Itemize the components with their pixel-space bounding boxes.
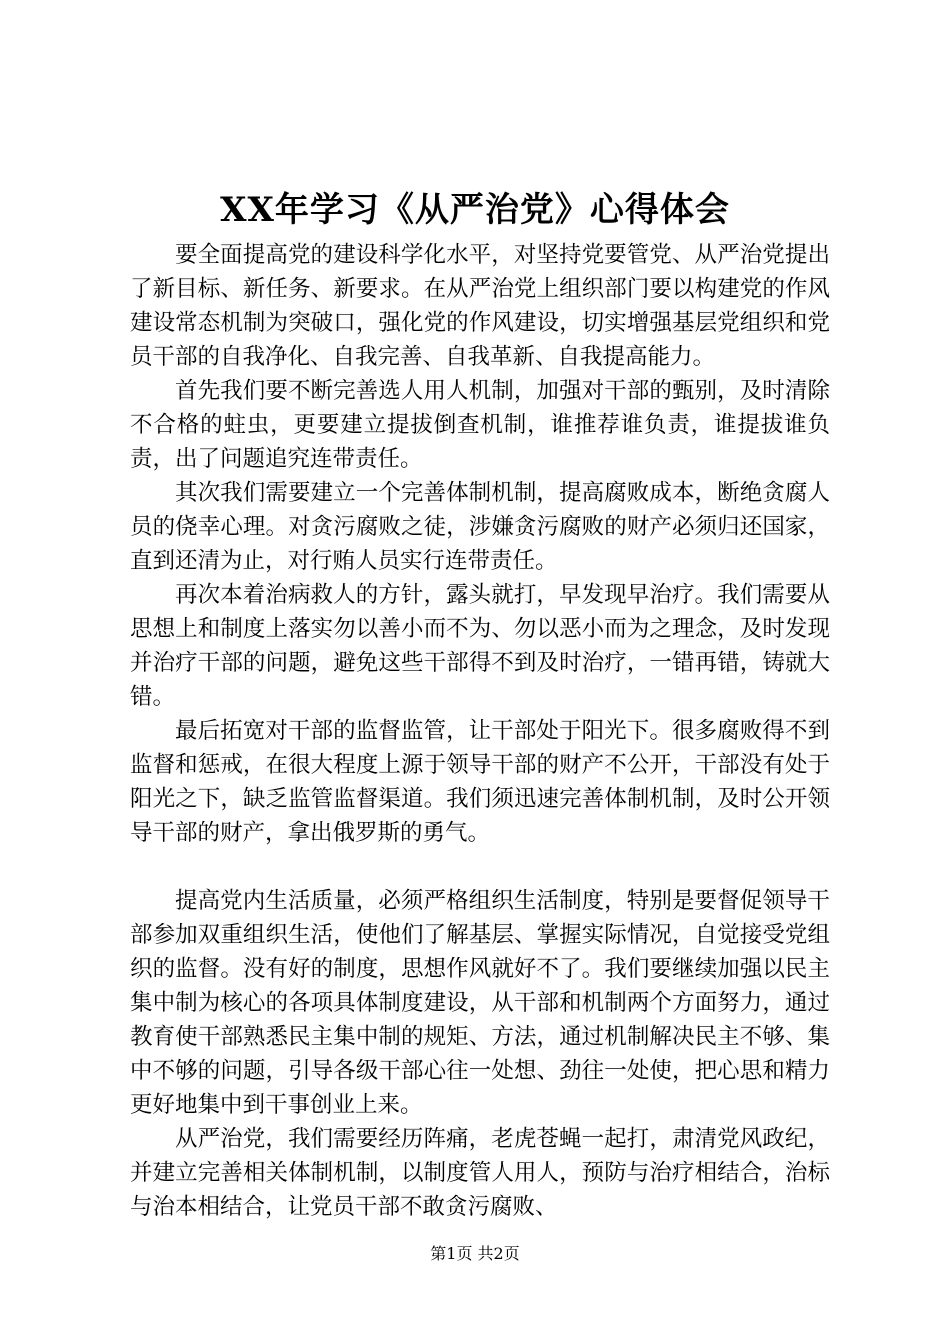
paragraph-2: 首先我们要不断完善选人用人机制，加强对干部的甄别，及时清除不合格的蛀虫，更要建立提拔倒查机制，谁推荐谁负责，谁提拔谁负责，出了问题追究连带责任。 xyxy=(130,378,830,472)
paragraph-4: 再次本着治病救人的方针，露头就打，早发现早治疗。我们需要从思想上和制度上落实勿以善小而不为、勿以恶小而为之理念，及时发现并治疗干部的问题，避免这些干部得不到及时治疗，一错再错，铸就大错。 xyxy=(130,582,830,710)
page-footer: 第1页 共2页 xyxy=(430,1244,520,1263)
paragraph-3: 其次我们需要建立一个完善体制机制，提高腐败成本，断绝贪腐人员的侥幸心理。对贪污腐败之徒，涉嫌贪污腐败的财产必须归还国家，直到还清为止，对行贿人员实行连带责任。 xyxy=(130,480,830,574)
paragraph-gap xyxy=(130,850,830,884)
document-body xyxy=(130,238,830,1224)
paragraph-1: 要全面提高党的建设科学化水平，对坚持党要管党、从严治党提出了新目标、新任务、新要求。在从严治党上组织部门要以构建党的作风建设常态机制为突破口，强化党的作风建设，切实增强基层党组织和党员干部的自我净化、自我完善、自我革新、自我提高能力。 xyxy=(130,242,830,370)
paragraph-6: 提高党内生活质量，必须严格组织生活制度，特别是要督促领导干部参加双重组织生活，使他们了解基层、掌握实际情况，自觉接受党组织的监督。没有好的制度，思想作风就好不了。我们要继续加强以民主集中制为核心的各项具体制度建设，从干部和机制两个方面努力，通过教育使干部熟悉民主集中制的规矩、方法，通过机制解决民主不够、集中不够的问题，引导各级干部心往一处想、劲往一处使，把心思和精力更好地集中到干事创业上来。 xyxy=(130,888,830,1118)
paragraph-7: 从严治党，我们需要经历阵痛，老虎苍蝇一起打，肃清党风政纪，并建立完善相关体制机制，以制度管人用人，预防与治疗相结合，治标与治本相结合，让党员干部不敢贪污腐败、 xyxy=(130,1126,830,1220)
document-title: XX年学习《从严治党》心得体会 xyxy=(220,190,730,230)
paragraph-5: 最后拓宽对干部的监督监管，让干部处于阳光下。很多腐败得不到监督和惩戒，在很大程度上源于领导干部的财产不公开，干部没有处于阳光之下，缺乏监管监督渠道。我们须迅速完善体制机制，及时公开领导干部的财产，拿出俄罗斯的勇气。 xyxy=(130,718,830,846)
